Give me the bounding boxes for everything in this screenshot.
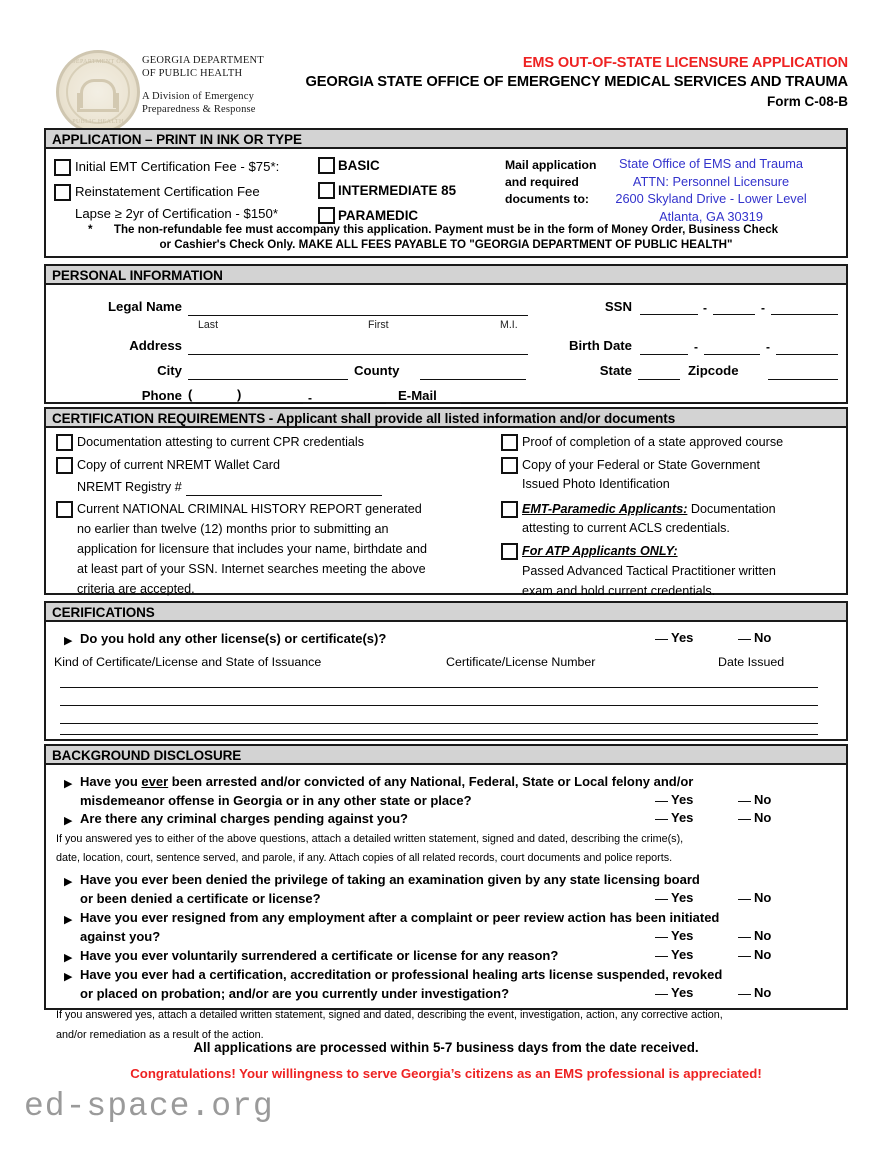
title-block xyxy=(288,54,848,111)
label-paramedic: PARAMEDIC xyxy=(338,208,419,223)
form-number: Form C-08-B xyxy=(766,94,848,109)
checkbox-reinstatement-fee[interactable] xyxy=(54,184,71,201)
q1-pre: Have you xyxy=(80,774,142,789)
input-nremt-registry-number[interactable] xyxy=(186,495,382,496)
label-address: Address xyxy=(129,338,182,353)
application-section-header: APPLICATION – PRINT IN INK OR TYPE xyxy=(46,130,846,149)
birth-dash-1: - xyxy=(694,340,698,354)
yes-label-q5: Yes xyxy=(671,947,694,962)
mailing-address xyxy=(586,155,836,225)
birth-dash-2: - xyxy=(766,340,770,354)
label-initial-emt-fee: Initial EMT Certification Fee - $75*: xyxy=(75,159,280,174)
cerifications-write-line-2[interactable] xyxy=(60,705,818,706)
checkbox-state-approved-course[interactable] xyxy=(501,434,518,451)
no-label-q4: No xyxy=(754,928,772,943)
checkbox-cpr-credentials[interactable] xyxy=(56,434,73,451)
no-option-q4[interactable] xyxy=(738,928,771,943)
mail-to-line-1: Mail application xyxy=(505,158,597,172)
label-criminal-history-line4: at least part of your SSN. Internet searches meeting the above xyxy=(77,562,426,576)
no-option-q3[interactable] xyxy=(738,890,771,905)
label-state: State xyxy=(599,363,632,378)
label-reinstatement-fee-line2: Lapse ≥ 2yr of Certification - $150* xyxy=(75,206,278,221)
input-state[interactable] xyxy=(638,379,680,380)
input-birth-month[interactable] xyxy=(640,354,688,355)
cerifications-write-line-3[interactable] xyxy=(60,723,818,724)
bullet-arrow-icon-q5: ▶ xyxy=(64,952,73,964)
background-disclosure-header: BACKGROUND DISCLOSURE xyxy=(46,746,846,765)
fee-note-line-1: The non-refundable fee must accompany this application. Payment must be in the form of Money Order, Business Check xyxy=(113,223,779,236)
yes-option-q6[interactable] xyxy=(655,985,693,1000)
input-birth-day[interactable] xyxy=(704,354,760,355)
label-criminal-history-line3: application for licensure that includes your name, birthdate and xyxy=(77,542,428,556)
label-birth-date: Birth Date xyxy=(568,338,632,353)
input-legal-name[interactable] xyxy=(188,315,528,316)
checkbox-nremt-wallet-card[interactable] xyxy=(56,457,73,474)
q1-underline: ever xyxy=(141,774,169,789)
yes-label-q2: Yes xyxy=(671,810,694,825)
application-section xyxy=(44,128,848,258)
label-intermediate-85: INTERMEDIATE 85 xyxy=(338,183,457,198)
mail-to-label xyxy=(505,157,596,208)
cerifications-header: CERIFICATIONS xyxy=(46,603,846,622)
bullet-arrow-icon-q1: ▶ xyxy=(64,778,73,790)
yes-label: Yes xyxy=(671,630,694,645)
dept-line-2: OF PUBLIC HEALTH xyxy=(142,68,243,79)
disclosure-note-2-line1: If you answered yes, attach a detailed written statement, signed and dated, describing the event, investigation, action, any corrective action, xyxy=(56,1009,723,1021)
label-emt-paramedic-applicants xyxy=(522,501,776,518)
label-basic: BASIC xyxy=(338,158,380,173)
label-reinstatement-fee-line1: Reinstatement Certification Fee xyxy=(75,184,260,199)
yes-label-q3: Yes xyxy=(671,890,694,905)
georgia-public-health-seal-icon xyxy=(56,50,140,134)
department-name-block xyxy=(142,54,264,116)
ssn-dash-1: - xyxy=(703,301,707,315)
sublabel-mi: M.I. xyxy=(500,319,518,331)
input-ssn-1[interactable] xyxy=(640,314,698,315)
no-label-q2: No xyxy=(754,810,772,825)
no-option-q2[interactable] xyxy=(738,810,771,825)
input-phone-area[interactable] xyxy=(196,403,236,404)
background-disclosure-section xyxy=(44,744,848,1041)
seal-bottom-text: PUBLIC HEALTH xyxy=(72,119,124,125)
label-criminal-history-line1: Current NATIONAL CRIMINAL HISTORY REPORT generated xyxy=(77,502,422,516)
label-phone: Phone xyxy=(141,388,182,403)
congratulations-note: Congratulations! Your willingness to serve Georgia’s citizens as an EMS professional is appreciated! xyxy=(130,1066,762,1081)
disclosure-note-2-line2: and/or remediation as a result of the action. xyxy=(56,1029,264,1041)
certification-requirements-header: CERTIFICATION REQUIREMENTS - Applicant shall provide all listed information and/or documents xyxy=(46,409,846,428)
label-nremt-wallet-card: Copy of current NREMT Wallet Card xyxy=(77,458,280,472)
dept-line-1: GEORGIA DEPARTMENT xyxy=(142,55,264,66)
input-address[interactable] xyxy=(188,354,528,355)
checkbox-intermediate-85[interactable] xyxy=(318,182,335,199)
mail-to-line-3: documents to: xyxy=(505,192,589,206)
label-email: E-Mail xyxy=(398,388,437,403)
question-arrest-conviction-line1 xyxy=(80,773,693,790)
input-ssn-3[interactable] xyxy=(771,314,838,315)
label-emt-paramedic-rest: Documentation xyxy=(687,502,776,516)
no-option-q6[interactable] xyxy=(738,985,771,1000)
label-zipcode: Zipcode xyxy=(688,363,739,378)
label-atp-applicants-heading: For ATP Applicants ONLY: xyxy=(522,544,678,558)
mail-to-line-2: and required xyxy=(505,175,579,189)
address-line-4: Atlanta, GA 30319 xyxy=(659,208,763,224)
input-ssn-2[interactable] xyxy=(713,314,755,315)
dept-line-3: A Division of Emergency xyxy=(142,91,255,102)
no-option-other-licenses[interactable] xyxy=(738,630,771,645)
label-emt-paramedic-line2: attesting to current ACLS credentials. xyxy=(522,521,730,535)
ssn-dash-2: - xyxy=(761,301,765,315)
column-header-number: Certificate/License Number xyxy=(446,655,596,669)
label-county: County xyxy=(354,363,400,378)
personal-information-header: PERSONAL INFORMATION xyxy=(46,266,846,285)
label-photo-id-line1: Copy of your Federal or State Government xyxy=(522,458,760,472)
yes-label-q4: Yes xyxy=(671,928,694,943)
input-phone-line[interactable] xyxy=(320,403,386,404)
label-cpr-credentials: Documentation attesting to current CPR credentials xyxy=(77,435,364,449)
no-label-q6: No xyxy=(754,985,772,1000)
yes-label-q6: Yes xyxy=(671,985,694,1000)
no-label-q1: No xyxy=(754,792,772,807)
bullet-arrow-icon-q2: ▶ xyxy=(64,815,73,827)
cerifications-write-line-1[interactable] xyxy=(60,687,818,688)
question-denied-exam-line1: Have you ever been denied the privilege of taking an examination given by any state licensing board xyxy=(80,872,700,887)
label-photo-id-line2: Issued Photo Identification xyxy=(522,477,670,491)
phone-dash: - xyxy=(308,391,312,405)
input-city[interactable] xyxy=(188,379,348,380)
no-option-q5[interactable] xyxy=(738,947,771,962)
q1-post: been arrested and/or convicted of any National, Federal, State or Local felony and/or xyxy=(168,774,694,789)
address-line-2: ATTN: Personnel Licensure xyxy=(632,173,790,189)
checkbox-photo-identification[interactable] xyxy=(501,457,518,474)
site-watermark: ed-space.org xyxy=(24,1088,274,1125)
cerifications-section xyxy=(44,601,848,741)
no-label: No xyxy=(754,630,772,645)
label-emt-paramedic-heading: EMT-Paramedic Applicants: xyxy=(522,502,688,516)
input-birth-year[interactable] xyxy=(776,354,838,355)
cerifications-write-line-4[interactable] xyxy=(60,734,818,735)
yes-option-other-licenses[interactable] xyxy=(655,630,693,645)
disclosure-note-1-line1: If you answered yes to either of the above questions, attach a detailed written statement, signed and dated, describing the crime(s), xyxy=(56,833,684,845)
bullet-arrow-icon-q3: ▶ xyxy=(64,876,73,888)
yes-option-q5[interactable] xyxy=(655,947,693,962)
dept-line-4: Preparedness & Response xyxy=(142,104,256,115)
label-atp-line2: Passed Advanced Tactical Practitioner written xyxy=(522,564,776,578)
fee-note xyxy=(46,222,846,252)
checkbox-emt-paramedic-acls[interactable] xyxy=(501,501,518,518)
question-arrest-conviction-line2: misdemeanor offense in Georgia or in any other state or place? xyxy=(80,793,472,808)
sublabel-last: Last xyxy=(198,319,219,331)
label-legal-name: Legal Name xyxy=(107,299,182,314)
column-header-date: Date Issued xyxy=(718,655,785,669)
yes-option-q4[interactable] xyxy=(655,928,693,943)
seal-top-text: DEPARTMENT OF xyxy=(71,59,125,65)
no-label-q3: No xyxy=(754,890,772,905)
checkbox-basic[interactable] xyxy=(318,157,335,174)
column-header-kind: Kind of Certificate/License and State of Issuance xyxy=(54,655,322,669)
address-line-3: 2600 Skyland Drive - Lower Level xyxy=(615,191,807,206)
question-resigned-line1: Have you ever resigned from any employment after a complaint or peer review action has been initiated xyxy=(80,910,720,925)
label-nremt-registry: NREMT Registry # xyxy=(77,480,182,494)
label-state-approved-course: Proof of completion of a state approved course xyxy=(522,435,784,449)
question-suspended-revoked-line1: Have you ever had a certification, accreditation or professional healing arts license suspended, revoked xyxy=(80,967,723,982)
input-phone-prefix[interactable] xyxy=(249,403,303,404)
question-pending-charges: Are there any criminal charges pending against you? xyxy=(80,811,408,826)
address-line-1: State Office of EMS and Trauma xyxy=(619,156,803,171)
no-option-q1[interactable] xyxy=(738,792,771,807)
processing-time-note: All applications are processed within 5-7 business days from the date received. xyxy=(193,1040,699,1055)
checkbox-criminal-history-report[interactable] xyxy=(56,501,73,518)
label-ssn: SSN xyxy=(604,299,632,314)
form-title-red: EMS OUT-OF-STATE LICENSURE APPLICATION xyxy=(522,55,848,71)
yes-option-q1[interactable] xyxy=(655,792,693,807)
no-label-q5: No xyxy=(754,947,772,962)
bullet-arrow-icon: ▶ xyxy=(64,635,73,647)
question-suspended-revoked-line2: or placed on probation; and/or are you currently under investigation? xyxy=(80,986,510,1001)
bullet-arrow-icon-q6: ▶ xyxy=(64,971,73,983)
phone-paren-open: ( xyxy=(188,387,193,402)
label-criminal-history-line5: criteria are accepted. xyxy=(77,582,195,596)
disclosure-note-1-line2: date, location, court, sentence served, and parole, if any. Attach copies of all related records, court documents and police reports. xyxy=(56,852,673,864)
question-other-licenses: Do you hold any other license(s) or certificate(s)? xyxy=(80,631,387,646)
yes-label-q1: Yes xyxy=(671,792,694,807)
certification-requirements-section xyxy=(44,407,848,598)
fee-note-asterisk: * xyxy=(88,223,93,236)
question-denied-exam-line2: or been denied a certificate or license? xyxy=(80,891,321,906)
phone-paren-close: ) xyxy=(237,387,242,402)
document-header xyxy=(44,48,848,126)
checkbox-atp-applicants[interactable] xyxy=(501,543,518,560)
personal-information-section xyxy=(44,264,848,404)
bullet-arrow-icon-q4: ▶ xyxy=(64,914,73,926)
input-county[interactable] xyxy=(420,379,526,380)
label-criminal-history-line2: no earlier than twelve (12) months prior to submitting an xyxy=(77,522,389,536)
yes-option-q2[interactable] xyxy=(655,810,693,825)
question-resigned-line2: against you? xyxy=(80,929,161,944)
yes-option-q3[interactable] xyxy=(655,890,693,905)
fee-note-line-2: or Cashier's Check Only. MAKE ALL FEES PAYABLE TO "GEORGIA DEPARTMENT OF PUBLIC HEALTH" xyxy=(159,238,733,251)
label-city: City xyxy=(157,363,182,378)
input-email[interactable] xyxy=(461,403,838,404)
label-atp-line3: exam and hold current credentials. xyxy=(522,584,716,598)
checkbox-initial-emt-fee[interactable] xyxy=(54,159,71,176)
form-title-office: GEORGIA STATE OFFICE OF EMERGENCY MEDICAL SERVICES AND TRAUMA xyxy=(305,74,848,90)
sublabel-first: First xyxy=(368,319,389,331)
question-surrendered-license: Have you ever voluntarily surrendered a certificate or license for any reason? xyxy=(80,948,559,963)
input-zipcode[interactable] xyxy=(768,379,838,380)
